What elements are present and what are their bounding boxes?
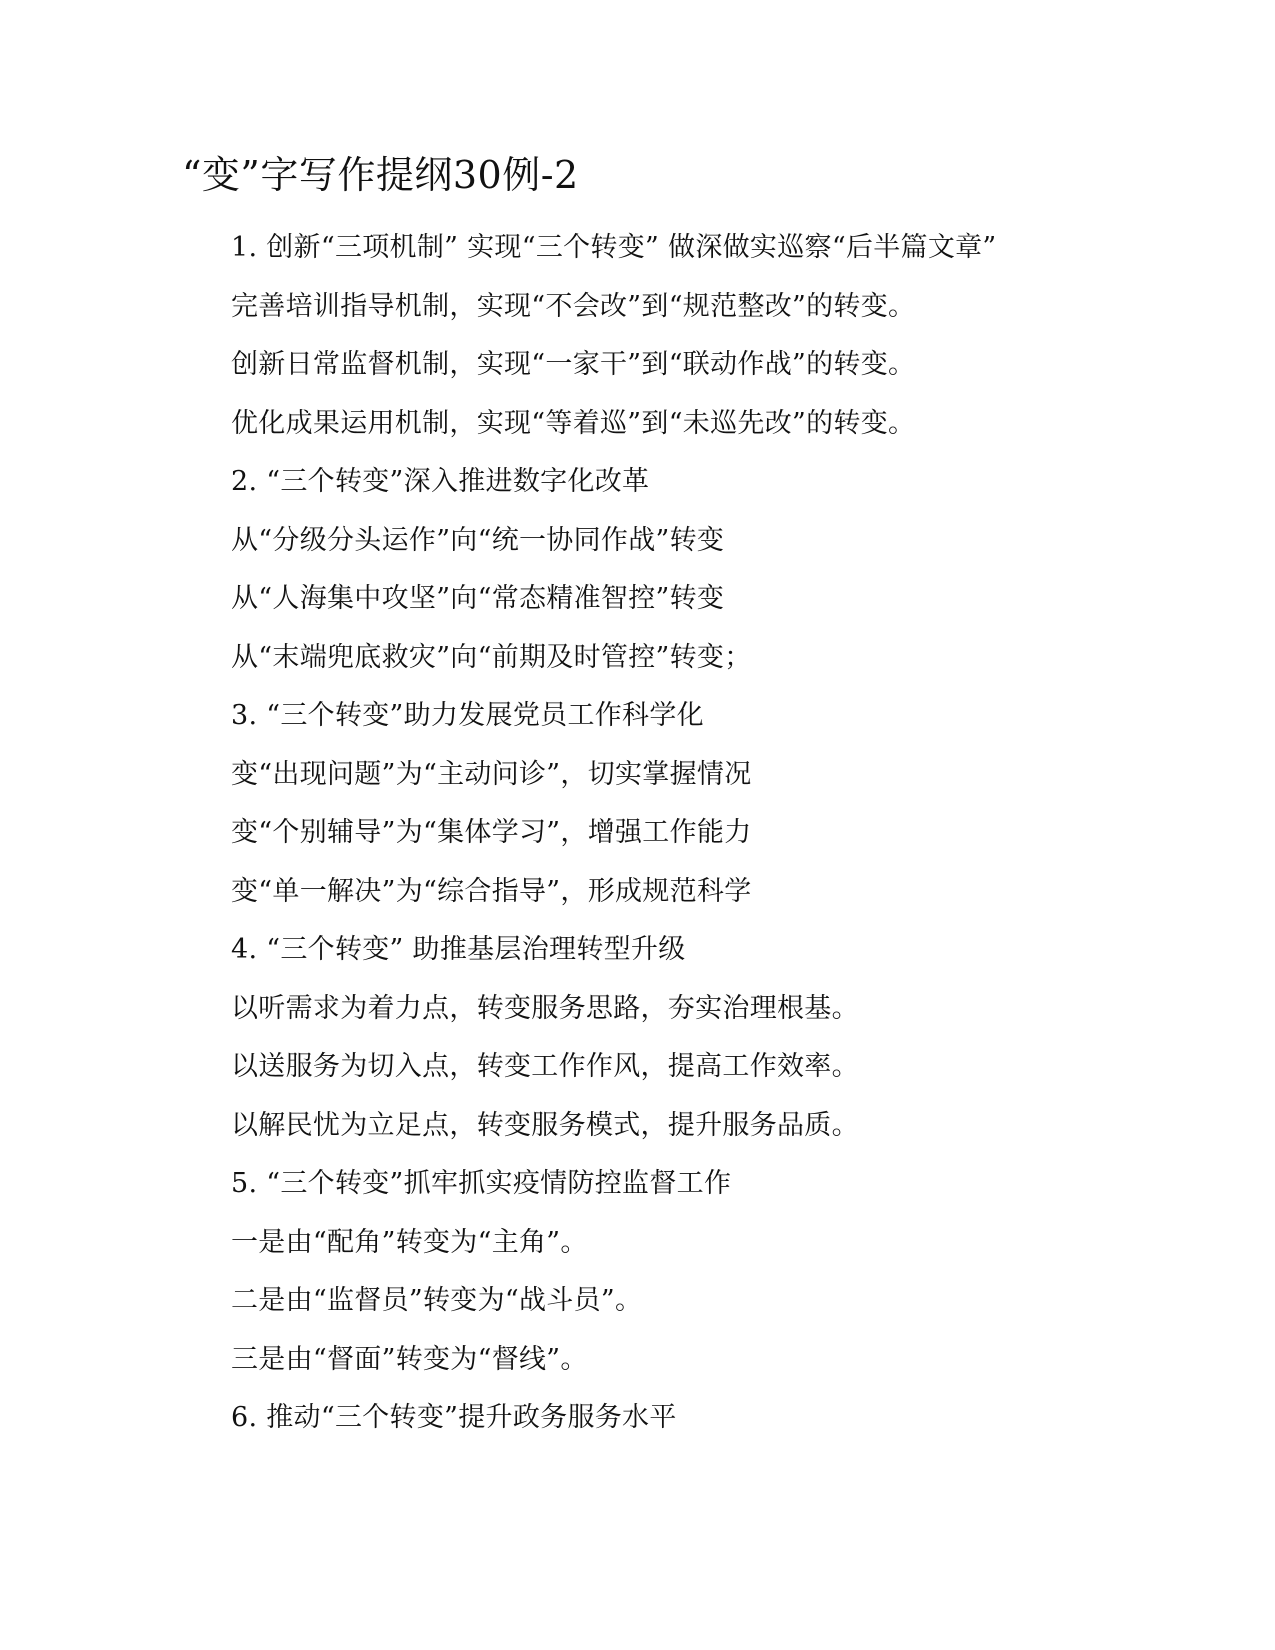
heading-4: 4. “三个转变” 助推基层治理转型升级 — [231, 934, 686, 965]
document-body — [231, 219, 1231, 1448]
body-line: 变“单一解决”为“综合指导”，形成规范科学 — [231, 875, 752, 907]
body-line: 创新日常监督机制，实现“一家干”到“联动作战”的转变。 — [231, 349, 916, 380]
heading-1: 1. 创新“三项机制” 实现“三个转变” 做深做实巡察“后半篇文章” — [231, 232, 997, 263]
heading-2: 2. “三个转变”深入推进数字化改革 — [231, 466, 650, 497]
body-line: 二是由“监督员”转变为“战斗员”。 — [231, 1285, 643, 1316]
body-line: 从“分级分头运作”向“统一协同作战”转变 — [231, 524, 725, 556]
body-line: 变“个别辅导”为“集体学习”，增强工作能力 — [231, 817, 752, 848]
body-line: 从“末端兜底救灾”向“前期及时管控”转变； — [231, 641, 752, 673]
document-title: “变”字写作提纲30例-2 — [182, 153, 579, 197]
body-line: 从“人海集中攻坚”向“常态精准智控”转变 — [231, 583, 725, 614]
heading-6: 6. 推动“三个转变”提升政务服务水平 — [231, 1402, 677, 1433]
body-line: 三是由“督面”转变为“督线”。 — [231, 1343, 588, 1375]
body-line: 以听需求为着力点，转变服务思路，夯实治理根基。 — [231, 992, 859, 1024]
body-line: 一是由“配角”转变为“主角”。 — [231, 1226, 588, 1258]
body-line: 以送服务为切入点，转变工作作风，提高工作效率。 — [231, 1051, 859, 1082]
heading-3: 3. “三个转变”助力发展党员工作科学化 — [231, 700, 704, 731]
body-line: 优化成果运用机制，实现“等着巡”到“未巡先改”的转变。 — [231, 407, 916, 439]
body-line: 完善培训指导机制，实现“不会改”到“规范整改”的转变。 — [231, 290, 916, 322]
heading-5: 5. “三个转变”抓牢抓实疫情防控监督工作 — [231, 1168, 732, 1199]
body-line: 以解民忧为立足点，转变服务模式，提升服务品质。 — [231, 1109, 859, 1141]
body-line: 变“出现问题”为“主动问诊”，切实掌握情况 — [231, 758, 752, 790]
